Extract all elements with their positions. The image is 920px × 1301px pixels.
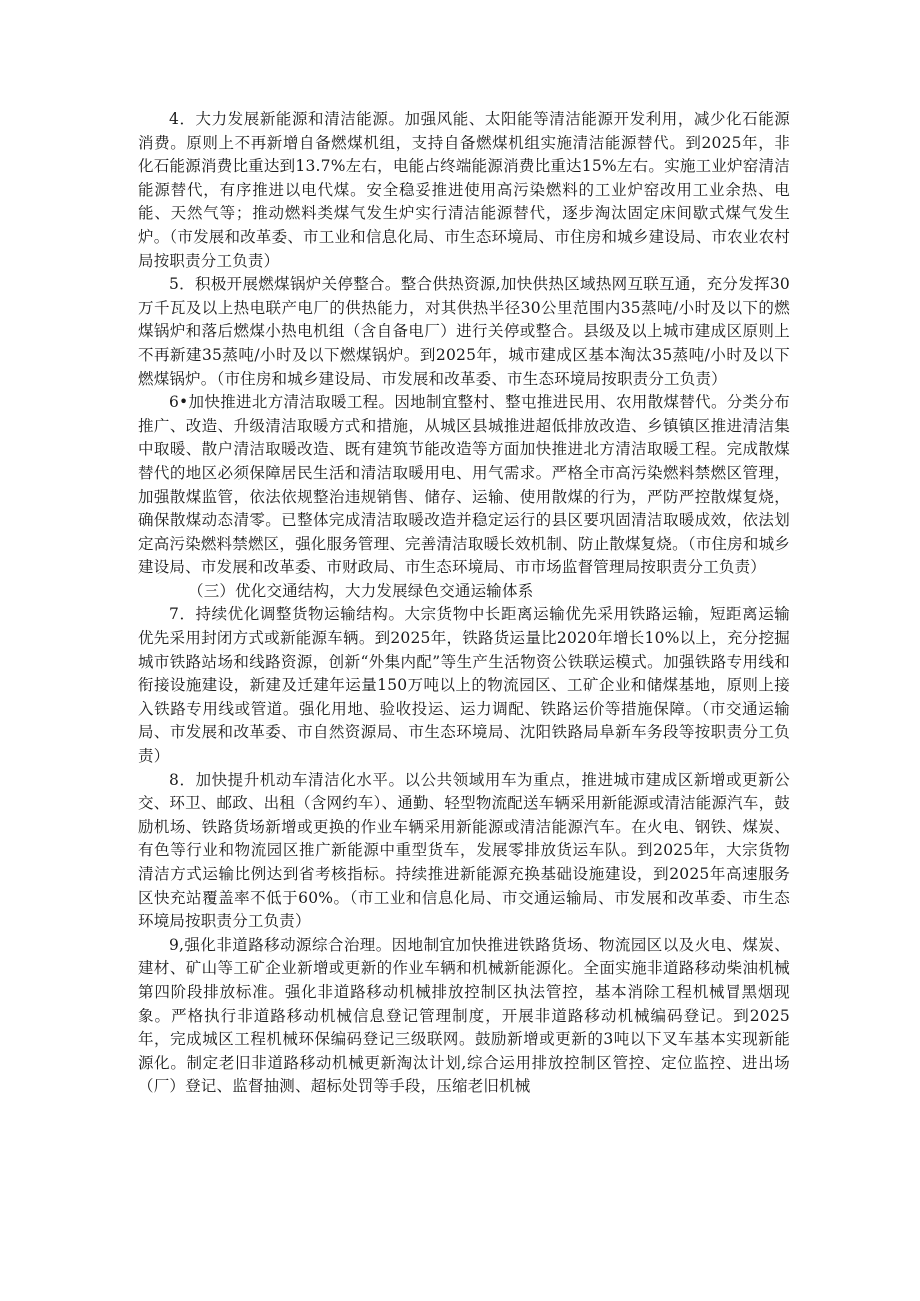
paragraph-9-non-road-mobile: 9,强化非道路移动源综合治理。因地制宜加快推进铁路货场、物流园区以及火电、煤炭、建材、矿山等工矿企业新增或更新的作业车辆和机械新能源化。全面实施非道路移动柴油机械第四阶段排放标准。强化非道路移动机械排放控制区执法管控，基本消除工程机械冒黑烟现象。严格执行非道路移动机械信息登记管理制度，开展非道路移动机械编码登记。到2025年，完成城区工程机械环保编码登记三级联网。鼓励新增或更新的3吨以下叉车基本实现新能源化。制定老旧非道路移动机械更新淘汰计划,综合运用排放控制区管控、定位监控、进出场（厂）登记、监督抽测、超标处罚等手段，压缩老旧机械 bbox=[138, 935, 790, 1096]
paragraph-6-clean-heating: 6•加快推进北方清洁取暖工程。因地制宜整村、整屯推进民用、农用散煤替代。分类分布推广、改造、升级清洁取暖方式和措施，从城区县城推进超低排放改造、乡镇镇区推进清洁集中取暖、散户清洁取暖改造、既有建筑节能改造等方面加快推进北方清洁取暖工程。完成散煤替代的地区必须保障居民生活和清洁取暖用电、用气需求。严格全市高污染燃料禁燃区管理，加强散煤监管，依法依规整治违规销售、储存、运输、使用散煤的行为，严防严控散煤复烧，确保散煤动态清零。已整体完成清洁取暖改造并稳定运行的县区要巩固清洁取暖成效，依法划定高污染燃料禁燃区，强化服务管理、完善清洁取暖长效机制、防止散煤复烧。（市住房和城乡建设局、市发展和改革委、市财政局、市生态环境局、市市场监督管理局按职责分工负责） bbox=[138, 393, 790, 577]
paragraph-4-new-energy: 4．大力发展新能源和清洁能源。加强风能、太阳能等清洁能源开发利用，减少化石能源消费。原则上不再新增自备燃煤机组，支持自备燃煤机组实施清洁能源替代。到2025年，非化石能源消费比重达到13.7%左右，电能占终端能源消费比重达15%左右。实施工业炉窑清洁能源替代，有序推进以电代煤。安全稳妥推进使用高污染燃料的工业炉窑改用工业余热、电能、天然气等；推动燃料类煤气发生炉实行清洁能源替代，逐步淘汰固定床间歇式煤气发生炉。（市发展和改革委、市工业和信息化局、市生态环境局、市住房和城乡建设局、市农业农村局按职责分工负责） bbox=[138, 110, 790, 270]
document-page bbox=[138, 108, 790, 1099]
paragraph-5-coal-boiler: 5．积极开展燃煤锅炉关停整合。整合供热资源,加快供热区域热网互联互通，充分发挥30万千瓦及以上热电联产电厂的供热能力，对其供热半径30公里范围内35蒸吨/小时及以下的燃煤锅炉和落后燃煤小热电机组（含自备电厂）进行关停或整合。县级及以上城市建成区原则上不再新建35蒸吨/小时及以下燃煤锅炉。到2025年，城市建成区基本淘汰35蒸吨/小时及以下燃煤锅炉。（市住房和城乡建设局、市发展和改革委、市生态环境局按职责分工负责） bbox=[138, 275, 790, 388]
paragraph-8-vehicle-cleanliness: 8．加快提升机动车清洁化水平。以公共领域用车为重点，推进城市建成区新增或更新公交、环卫、邮政、出租（含网约车）、通勤、轻型物流配送车辆采用新能源或清洁能源汽车，鼓励机场、铁路货场新增或更换的作业车辆采用新能源或清洁能源汽车。在火电、钢铁、煤炭、有色等行业和物流园区推广新能源中重型货车，发展零排放货运车队。到2025年，大宗货物清洁方式运输比例达到省考核指标。持续推进新能源充换基础设施建设，到2025年高速服务区快充站覆盖率不低于60%。（市工业和信息化局、市交通运输局、市发展和改革委、市生态环境局按职责分工负责） bbox=[138, 770, 790, 931]
section-heading-transport: （三）优化交通结构，大力发展绿色交通运输体系 bbox=[188, 581, 534, 600]
paragraph-7-freight-structure: 7．持续优化调整货物运输结构。大宗货物中长距离运输优先采用铁路运输，短距离运输优先采用封闭方式或新能源车辆。到2025年，铁路货运量比2020年增长10%以上，充分挖掘城市铁路站场和线路资源，创新“外集内配”等生产生活物资公铁联运模式。加强铁路专用线和衔接设施建设，新建及迁建年运量150万吨以上的物流园区、工矿企业和储煤基地，原则上接入铁路专用线或管道。强化用地、验收投运、运力调配、铁路运价等措施保障。（市交通运输局、市发展和改革委、市自然资源局、市生态环境局、沈阳铁路局阜新车务段等按职责分工负责） bbox=[138, 605, 790, 766]
